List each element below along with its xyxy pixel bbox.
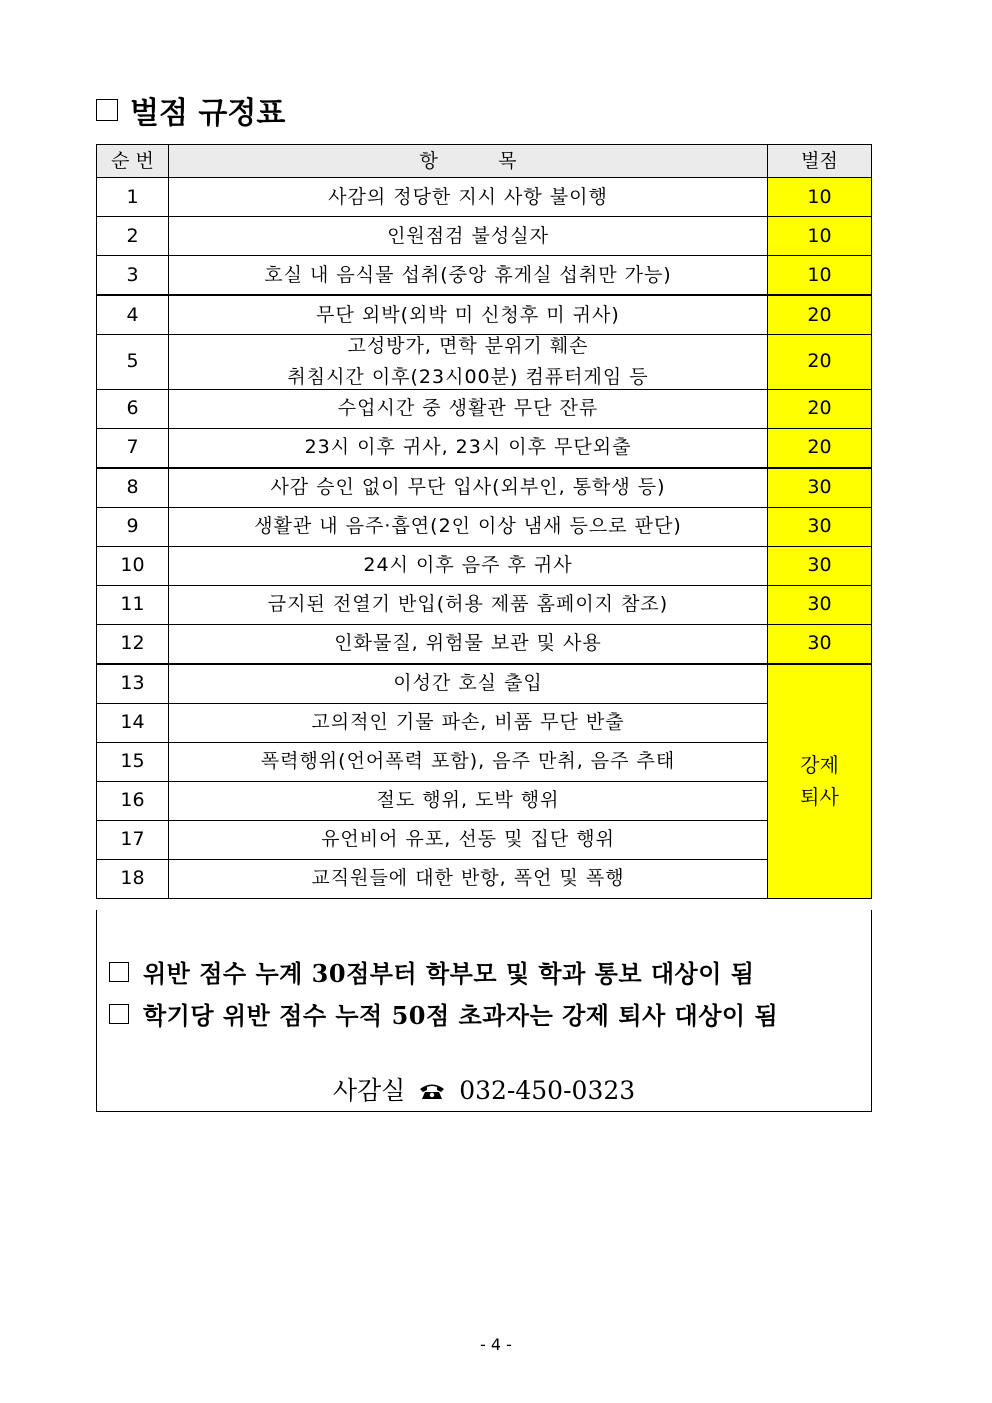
row-item: 24시 이후 음주 후 귀사 [169, 546, 768, 585]
expulsion-cell [768, 664, 872, 899]
row-item: 고의적인 기물 파손, 비품 무단 반출 [169, 703, 768, 742]
header-item: 항 목 [169, 145, 768, 178]
row-item: 이성간 호실 출입 [169, 664, 768, 704]
row-item-line2: 취침시간 이후(23시00분) 컴퓨터게임 등 [287, 365, 649, 388]
row-item: 절도 행위, 도박 행위 [169, 781, 768, 820]
expulsion-line2: 퇴사 [800, 785, 839, 810]
checkbox-square-icon [109, 1004, 129, 1024]
row-item: 수업시간 중 생활관 무단 잔류 [169, 389, 768, 428]
page-number: - 4 - [480, 1335, 512, 1354]
table-row [97, 664, 872, 704]
row-item: 인화물질, 위험물 보관 및 사용 [169, 624, 768, 664]
telephone-icon [419, 1082, 445, 1100]
row-item: 23시 이후 귀사, 23시 이후 무단외출 [169, 428, 768, 468]
row-item: 사감 승인 없이 무단 입사(외부인, 통학생 등) [169, 468, 768, 508]
row-item-line1: 고성방가, 면학 분위기 훼손 [347, 335, 589, 357]
table-row [97, 585, 872, 624]
row-item: 교직원들에 대한 반항, 폭언 및 폭행 [169, 859, 768, 898]
row-no: 12 [97, 624, 169, 664]
row-item: 폭력행위(언어폭력 포함), 음주 만취, 음주 추태 [169, 742, 768, 781]
row-points: 30 [768, 585, 872, 624]
notice-text-2: 학기당 위반 점수 누적 50점 초과자는 강제 퇴사 대상이 됨 [143, 1001, 779, 1030]
row-points: 10 [768, 178, 872, 217]
table-row [97, 546, 872, 585]
row-no: 16 [97, 781, 169, 820]
table-row [97, 507, 872, 546]
row-points: 20 [768, 389, 872, 428]
heading-title: 벌점 규정표 [130, 96, 286, 131]
row-item: 무단 외박(외박 미 신청후 미 귀사) [169, 295, 768, 335]
contact-line [97, 1071, 871, 1107]
row-points: 20 [768, 335, 872, 390]
header-no: 순 번 [97, 145, 169, 178]
table-row [97, 256, 872, 296]
notice-text-1: 위반 점수 누계 30점부터 학부모 및 학과 통보 대상이 됨 [143, 959, 755, 988]
row-no: 5 [97, 335, 169, 390]
contact-phone: 032-450-0323 [459, 1076, 636, 1105]
penalty-table [96, 144, 872, 899]
notice-box [96, 910, 872, 1112]
row-no: 11 [97, 585, 169, 624]
row-no: 6 [97, 389, 169, 428]
row-no: 17 [97, 820, 169, 859]
expulsion-line1: 강제 [800, 753, 839, 778]
table-row [97, 335, 872, 390]
row-item: 생활관 내 음주·흡연(2인 이상 냄새 등으로 판단) [169, 507, 768, 546]
notice-line-1 [109, 954, 754, 989]
row-item: 사감의 정당한 지시 사항 불이행 [169, 178, 768, 217]
table-row [97, 859, 872, 898]
row-no: 9 [97, 507, 169, 546]
row-no: 8 [97, 468, 169, 508]
table-row [97, 703, 872, 742]
row-no: 15 [97, 742, 169, 781]
row-no: 14 [97, 703, 169, 742]
table-row [97, 624, 872, 664]
row-no: 7 [97, 428, 169, 468]
row-item: 금지된 전열기 반입(허용 제품 홈페이지 참조) [169, 585, 768, 624]
row-points: 30 [768, 546, 872, 585]
table-row [97, 781, 872, 820]
row-item: 유언비어 유포, 선동 및 집단 행위 [169, 820, 768, 859]
table-header-row [97, 145, 872, 178]
table-row [97, 428, 872, 468]
row-points: 30 [768, 624, 872, 664]
notice-line-2 [109, 996, 778, 1031]
row-points: 10 [768, 256, 872, 296]
row-points: 30 [768, 468, 872, 508]
table-row [97, 178, 872, 217]
row-no: 2 [97, 217, 169, 256]
row-points: 20 [768, 295, 872, 335]
table-row [97, 217, 872, 256]
row-item: 인원점검 불성실자 [169, 217, 768, 256]
table-row [97, 295, 872, 335]
row-points: 10 [768, 217, 872, 256]
contact-office: 사감실 [332, 1076, 406, 1105]
row-item: 호실 내 음식물 섭취(중앙 휴게실 섭취만 가능) [169, 256, 768, 296]
page-heading [96, 88, 285, 132]
row-no: 10 [97, 546, 169, 585]
checkbox-square-icon [109, 962, 129, 982]
table-row [97, 468, 872, 508]
table-row [97, 389, 872, 428]
checkbox-square-icon [96, 99, 118, 121]
row-item [169, 335, 768, 390]
row-no: 13 [97, 664, 169, 704]
table-row [97, 742, 872, 781]
row-no: 4 [97, 295, 169, 335]
row-no: 18 [97, 859, 169, 898]
row-points: 20 [768, 428, 872, 468]
row-points: 30 [768, 507, 872, 546]
table-row [97, 820, 872, 859]
row-no: 3 [97, 256, 169, 296]
row-no: 1 [97, 178, 169, 217]
header-points: 벌점 [768, 145, 872, 178]
